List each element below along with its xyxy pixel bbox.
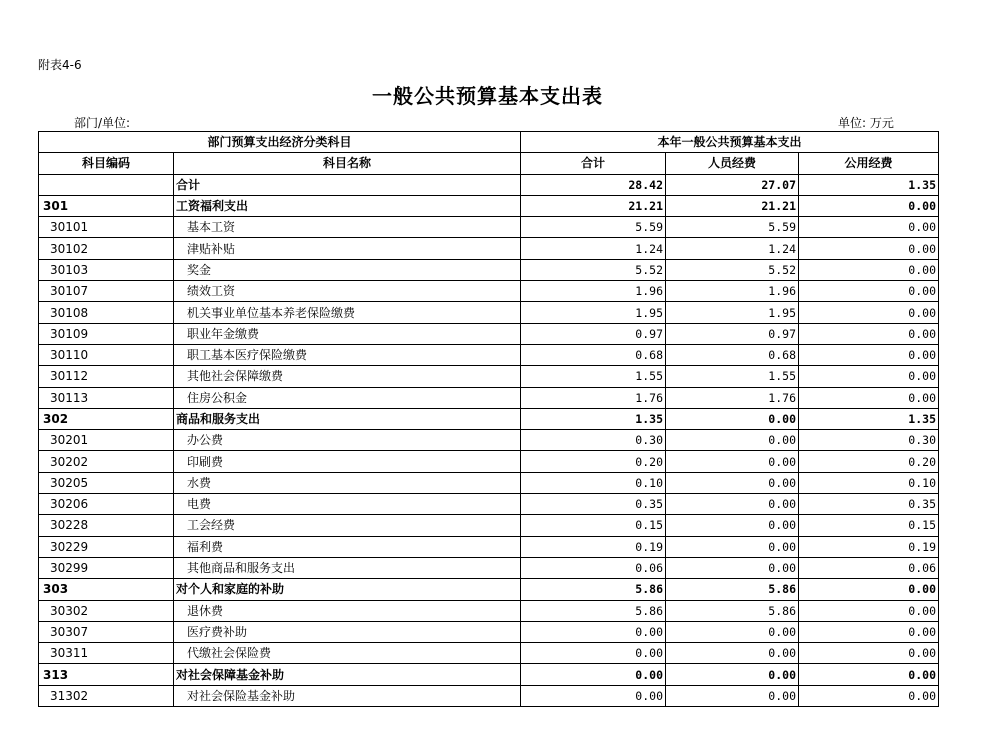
row-personnel: 0.00 — [666, 472, 799, 493]
table-row — [39, 451, 939, 472]
table-row — [39, 536, 939, 557]
row-personnel: 0.68 — [666, 344, 799, 365]
row-name: 职工基本医疗保险缴费 — [174, 344, 521, 365]
row-name: 工会经费 — [174, 515, 521, 536]
row-code: 30109 — [39, 323, 174, 344]
row-total: 1.76 — [521, 387, 666, 408]
row-total: 28.42 — [521, 174, 666, 195]
row-personnel: 0.00 — [666, 536, 799, 557]
header-personnel: 人员经费 — [666, 153, 799, 174]
table-row — [39, 259, 939, 280]
table-row — [39, 685, 939, 706]
row-name: 医疗费补助 — [174, 621, 521, 642]
row-public: 0.00 — [799, 238, 939, 259]
row-total: 21.21 — [521, 195, 666, 216]
row-name: 工资福利支出 — [174, 195, 521, 216]
row-total: 0.00 — [521, 643, 666, 664]
row-total: 1.35 — [521, 408, 666, 429]
row-total: 5.86 — [521, 600, 666, 621]
table-row — [39, 472, 939, 493]
row-public: 0.20 — [799, 451, 939, 472]
row-code: 30101 — [39, 217, 174, 238]
table-row — [39, 621, 939, 642]
row-total: 0.00 — [521, 685, 666, 706]
row-personnel: 0.97 — [666, 323, 799, 344]
row-code: 30229 — [39, 536, 174, 557]
table-row — [39, 408, 939, 429]
row-name: 奖金 — [174, 259, 521, 280]
table-row — [39, 323, 939, 344]
table-row — [39, 664, 939, 685]
row-total: 1.24 — [521, 238, 666, 259]
row-name: 对社会保障基金补助 — [174, 664, 521, 685]
row-personnel: 0.00 — [666, 515, 799, 536]
row-personnel: 0.00 — [666, 430, 799, 451]
row-name: 绩效工资 — [174, 281, 521, 302]
row-total: 0.15 — [521, 515, 666, 536]
row-total: 0.35 — [521, 494, 666, 515]
row-public: 0.00 — [799, 195, 939, 216]
row-code: 30206 — [39, 494, 174, 515]
row-name: 合计 — [174, 174, 521, 195]
row-total: 0.06 — [521, 557, 666, 578]
row-name: 代缴社会保险费 — [174, 643, 521, 664]
row-code: 30103 — [39, 259, 174, 280]
row-personnel: 1.96 — [666, 281, 799, 302]
header-total: 合计 — [521, 153, 666, 174]
unit-label: 单位: 万元 — [838, 116, 894, 130]
row-public: 1.35 — [799, 408, 939, 429]
row-public: 0.00 — [799, 387, 939, 408]
row-total: 5.59 — [521, 217, 666, 238]
row-public: 0.00 — [799, 685, 939, 706]
row-name: 对社会保险基金补助 — [174, 685, 521, 706]
row-personnel: 5.86 — [666, 600, 799, 621]
row-public: 0.06 — [799, 557, 939, 578]
header-group-right: 本年一般公共预算基本支出 — [521, 132, 939, 153]
row-name: 职业年金缴费 — [174, 323, 521, 344]
table-row — [39, 387, 939, 408]
row-public: 0.00 — [799, 621, 939, 642]
row-code: 30201 — [39, 430, 174, 451]
table-row — [39, 494, 939, 515]
row-name: 电费 — [174, 494, 521, 515]
row-total: 0.97 — [521, 323, 666, 344]
row-name: 商品和服务支出 — [174, 408, 521, 429]
row-personnel: 0.00 — [666, 408, 799, 429]
row-personnel: 5.59 — [666, 217, 799, 238]
department-label: 部门/单位: — [74, 116, 131, 130]
row-personnel: 21.21 — [666, 195, 799, 216]
row-personnel: 0.00 — [666, 494, 799, 515]
table-row — [39, 302, 939, 323]
table-row — [39, 238, 939, 259]
row-public: 0.00 — [799, 217, 939, 238]
row-code: 30107 — [39, 281, 174, 302]
row-name: 对个人和家庭的补助 — [174, 579, 521, 600]
row-public: 0.00 — [799, 259, 939, 280]
page-title: 一般公共预算基本支出表 — [372, 84, 603, 108]
row-public: 0.35 — [799, 494, 939, 515]
row-code: 30311 — [39, 643, 174, 664]
row-total: 5.86 — [521, 579, 666, 600]
row-name: 退休费 — [174, 600, 521, 621]
row-total: 1.95 — [521, 302, 666, 323]
row-code: 313 — [39, 664, 174, 685]
row-code: 30108 — [39, 302, 174, 323]
row-personnel: 0.00 — [666, 557, 799, 578]
row-code: 30228 — [39, 515, 174, 536]
row-personnel: 1.24 — [666, 238, 799, 259]
table-row — [39, 600, 939, 621]
table-row — [39, 366, 939, 387]
row-code: 30302 — [39, 600, 174, 621]
table-row — [39, 217, 939, 238]
row-total: 1.55 — [521, 366, 666, 387]
row-code: 31302 — [39, 685, 174, 706]
row-public: 0.00 — [799, 600, 939, 621]
row-total: 1.96 — [521, 281, 666, 302]
row-public: 1.35 — [799, 174, 939, 195]
header-row-columns — [39, 153, 939, 174]
row-personnel: 0.00 — [666, 451, 799, 472]
row-total: 0.00 — [521, 621, 666, 642]
row-total: 0.19 — [521, 536, 666, 557]
table-row — [39, 430, 939, 451]
row-name: 津贴补贴 — [174, 238, 521, 259]
row-public: 0.00 — [799, 344, 939, 365]
row-total: 0.10 — [521, 472, 666, 493]
header-code: 科目编码 — [39, 153, 174, 174]
row-public: 0.00 — [799, 366, 939, 387]
row-code: 30307 — [39, 621, 174, 642]
row-public: 0.30 — [799, 430, 939, 451]
header-name: 科目名称 — [174, 153, 521, 174]
row-total: 0.30 — [521, 430, 666, 451]
row-name: 住房公积金 — [174, 387, 521, 408]
row-total: 0.20 — [521, 451, 666, 472]
row-total: 0.68 — [521, 344, 666, 365]
row-code: 30102 — [39, 238, 174, 259]
table-row — [39, 281, 939, 302]
row-name: 印刷费 — [174, 451, 521, 472]
row-name: 基本工资 — [174, 217, 521, 238]
row-code: 30113 — [39, 387, 174, 408]
row-personnel: 5.52 — [666, 259, 799, 280]
row-personnel: 5.86 — [666, 579, 799, 600]
table-row — [39, 579, 939, 600]
row-code: 30112 — [39, 366, 174, 387]
row-personnel: 0.00 — [666, 664, 799, 685]
header-public: 公用经费 — [799, 153, 939, 174]
table-row — [39, 174, 939, 195]
row-public: 0.00 — [799, 579, 939, 600]
row-personnel: 0.00 — [666, 685, 799, 706]
row-personnel: 0.00 — [666, 621, 799, 642]
row-public: 0.00 — [799, 323, 939, 344]
row-public: 0.00 — [799, 643, 939, 664]
row-name: 水费 — [174, 472, 521, 493]
table-row — [39, 557, 939, 578]
row-total: 0.00 — [521, 664, 666, 685]
document-id: 附表4-6 — [38, 58, 82, 72]
row-personnel: 27.07 — [666, 174, 799, 195]
budget-table — [38, 131, 939, 707]
row-personnel: 1.55 — [666, 366, 799, 387]
row-name: 办公费 — [174, 430, 521, 451]
row-total: 5.52 — [521, 259, 666, 280]
header-row-group — [39, 132, 939, 153]
row-public: 0.15 — [799, 515, 939, 536]
row-public: 0.00 — [799, 664, 939, 685]
row-code: 303 — [39, 579, 174, 600]
table-row — [39, 344, 939, 365]
row-name: 福利费 — [174, 536, 521, 557]
table-body — [39, 174, 939, 706]
row-name: 机关事业单位基本养老保险缴费 — [174, 302, 521, 323]
table-row — [39, 195, 939, 216]
row-code: 301 — [39, 195, 174, 216]
row-name: 其他社会保障缴费 — [174, 366, 521, 387]
row-public: 0.19 — [799, 536, 939, 557]
row-personnel: 1.95 — [666, 302, 799, 323]
row-public: 0.10 — [799, 472, 939, 493]
row-code — [39, 174, 174, 195]
row-code: 30202 — [39, 451, 174, 472]
row-personnel: 0.00 — [666, 643, 799, 664]
table-row — [39, 643, 939, 664]
row-public: 0.00 — [799, 281, 939, 302]
row-code: 30205 — [39, 472, 174, 493]
row-code: 30110 — [39, 344, 174, 365]
row-personnel: 1.76 — [666, 387, 799, 408]
header-group-left: 部门预算支出经济分类科目 — [39, 132, 521, 153]
row-code: 30299 — [39, 557, 174, 578]
row-code: 302 — [39, 408, 174, 429]
row-public: 0.00 — [799, 302, 939, 323]
table-row — [39, 515, 939, 536]
row-name: 其他商品和服务支出 — [174, 557, 521, 578]
